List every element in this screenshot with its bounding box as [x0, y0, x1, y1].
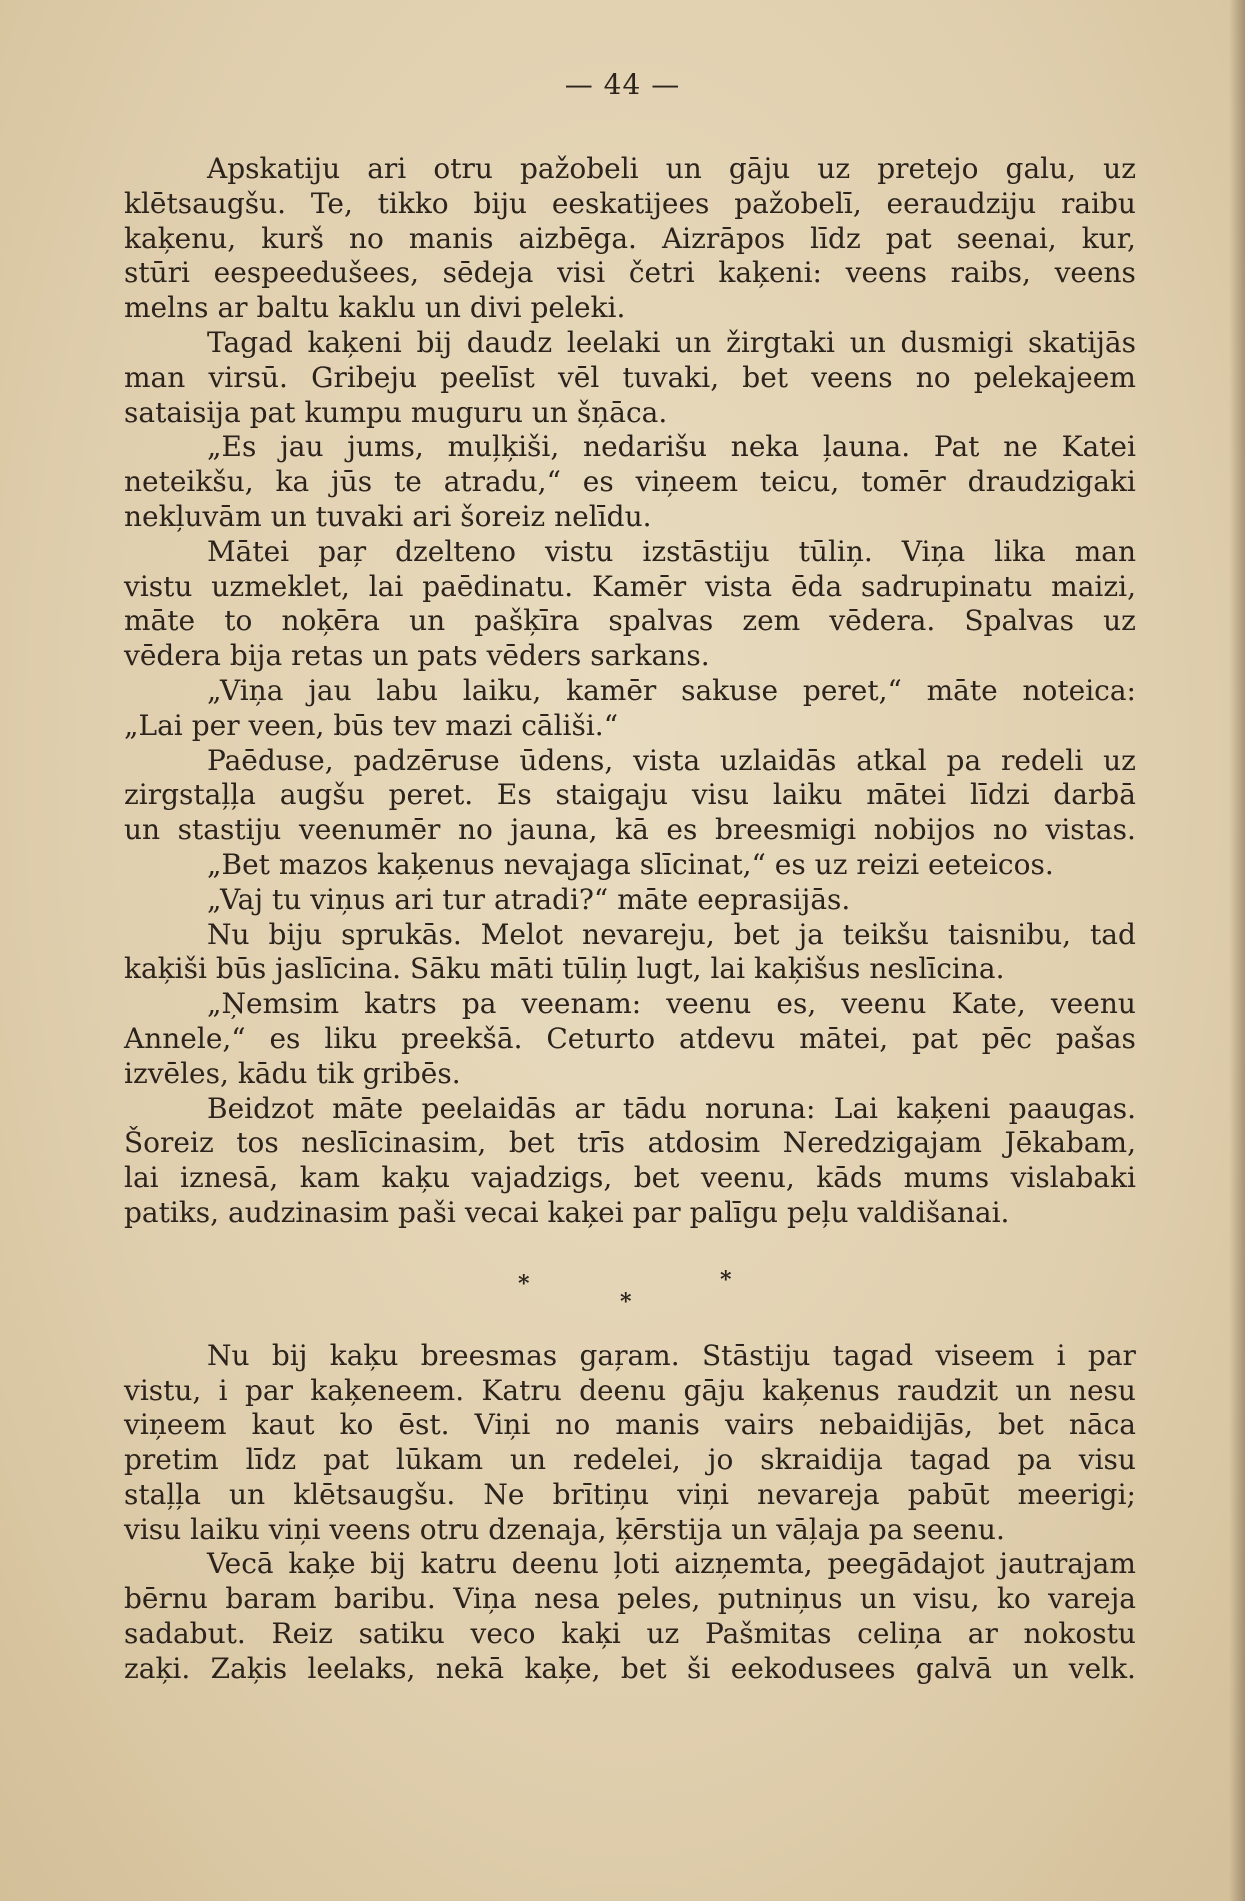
section-separator	[124, 1231, 1136, 1339]
text-line: sadabut. Reiz satiku veco kaķi uz Pašmitas celiņa ar nokostu	[124, 1617, 1136, 1651]
text-line: zaķi. Zaķis leelaks, nekā kaķe, bet ši eekodusees galvā un velk.	[124, 1651, 1136, 1685]
text-section-1	[124, 152, 1136, 1231]
separator-star-middle: *	[620, 1288, 632, 1315]
text-line: zirgstaļļa augšu peret. Es staigaju visu laiku mātei līdzi darbā	[124, 778, 1136, 812]
text-line: man virsū. Gribeju peelīst vēl tuvaki, bet veens no pelekajeem	[124, 360, 1136, 394]
text-line: visu laiku viņi veens otru dzenaja, ķērstija un vāļaja pa seenu.	[124, 1512, 1005, 1546]
text-line: „Vaj tu viņus ari tur atradi?“ māte eeprasijās.	[207, 882, 851, 916]
text-line: Vecā kaķe bij katru deenu ļoti aizņemta, peegādajot jautrajam	[207, 1547, 1136, 1581]
text-line: stūri eespeedušees, sēdeja visi četri kaķeni: veens raibs, veens	[124, 256, 1136, 290]
text-line: pretim līdz pat lūkam un redelei, jo skraidija tagad pa visu	[124, 1443, 1136, 1477]
text-line: „Es jau jums, muļķiši, nedarišu neka ļauna. Pat ne Katei	[207, 430, 1136, 464]
text-line: „Viņa jau labu laiku, kamēr sakuse peret,“ māte noteica:	[207, 673, 1136, 707]
separator-star-left: *	[518, 1270, 530, 1297]
text-line: vistu uzmeklet, lai paēdinatu. Kamēr vista ēda sadrupinatu maizi,	[124, 569, 1136, 603]
text-line: un stastiju veenumēr no jauna, kā es breesmigi nobijos no vistas.	[124, 813, 1136, 847]
separator-star-right: *	[720, 1266, 732, 1293]
text-line: klētsaugšu. Te, tikko biju eeskatijees pažobelī, eeraudziju raibu	[124, 186, 1136, 220]
page-edge-shadow	[1229, 0, 1245, 1901]
text-line: nekļuvām un tuvaki ari šoreiz nelīdu.	[124, 499, 652, 533]
page-number: — 44 —	[564, 68, 681, 101]
text-line: „Ņemsim katrs pa veenam: veenu es, veenu Kate, veenu	[207, 987, 1136, 1021]
text-line: Šoreiz tos neslīcinasim, bet trīs atdosim Neredzigajam Jēkabam,	[124, 1126, 1136, 1160]
text-line: sataisija pat kumpu muguru un šņāca.	[124, 395, 668, 429]
text-line: „Bet mazos kaķenus nevajaga slīcinat,“ es uz reizi eeteicos.	[207, 847, 1054, 881]
body-text	[124, 152, 1136, 1687]
text-line: vistu, i par kaķeneem. Katru deenu gāju kaķenus raudzit un nesu	[124, 1373, 1136, 1407]
text-line: kaķiši būs jaslīcina. Sāku māti tūliņ lugt, lai kaķišus neslīcina.	[124, 952, 1005, 986]
text-line: neteikšu, ka jūs te atradu,“ es viņeem teicu, tomēr draudzigaki	[124, 465, 1136, 499]
text-line: bērnu baram baribu. Viņa nesa peles, putniņus un visu, ko vareja	[124, 1582, 1136, 1616]
text-line: māte to noķēra un pašķīra spalvas zem vēdera. Spalvas uz	[124, 604, 1136, 638]
text-section-2	[124, 1339, 1136, 1687]
text-line: viņeem kaut ko ēst. Viņi no manis vairs nebaidijās, bet nāca	[124, 1408, 1136, 1442]
text-line: Mātei paŗ dzelteno vistu izstāstiju tūliņ. Viņa lika man	[207, 534, 1136, 568]
text-line: patiks, audzinasim paši vecai kaķei par palīgu peļu valdišanai.	[124, 1195, 1010, 1229]
text-line: Paēduse, padzēruse ūdens, vista uzlaidās atkal pa redeli uz	[207, 743, 1136, 777]
text-line: Nu biju sprukās. Melot nevareju, bet ja teikšu taisnibu, tad	[207, 917, 1136, 951]
text-line: lai iznesā, kam kaķu vajadzigs, bet veenu, kāds mums vislabaki	[124, 1161, 1136, 1195]
text-line: Tagad kaķeni bij daudz leelaki un žirgtaki un dusmigi skatijās	[207, 325, 1136, 359]
text-line: vēdera bija retas un pats vēders sarkans.	[124, 639, 710, 673]
text-line: melns ar baltu kaklu un divi peleki.	[124, 291, 626, 325]
text-line: Apskatiju ari otru pažobeli un gāju uz pretejo galu, uz	[207, 152, 1136, 185]
text-line: izvēles, kādu tik gribēs.	[124, 1056, 461, 1090]
text-line: Nu bij kaķu breesmas gaŗam. Stāstiju tagad viseem i par	[207, 1338, 1136, 1372]
text-line: kaķenu, kurš no manis aizbēga. Aizrāpos līdz pat seenai, kur,	[124, 221, 1136, 255]
text-line: staļļa un klētsaugšu. Ne brītiņu viņi nevareja pabūt meerigi;	[124, 1477, 1136, 1511]
text-line: „Lai per veen, būs tev mazi cāliši.“	[124, 708, 619, 742]
text-line: Annele,“ es liku preekšā. Ceturto atdevu mātei, pat pēc pašas	[124, 1021, 1136, 1055]
text-line: Beidzot māte peelaidās ar tādu noruna: Lai kaķeni paaugas.	[207, 1091, 1136, 1125]
